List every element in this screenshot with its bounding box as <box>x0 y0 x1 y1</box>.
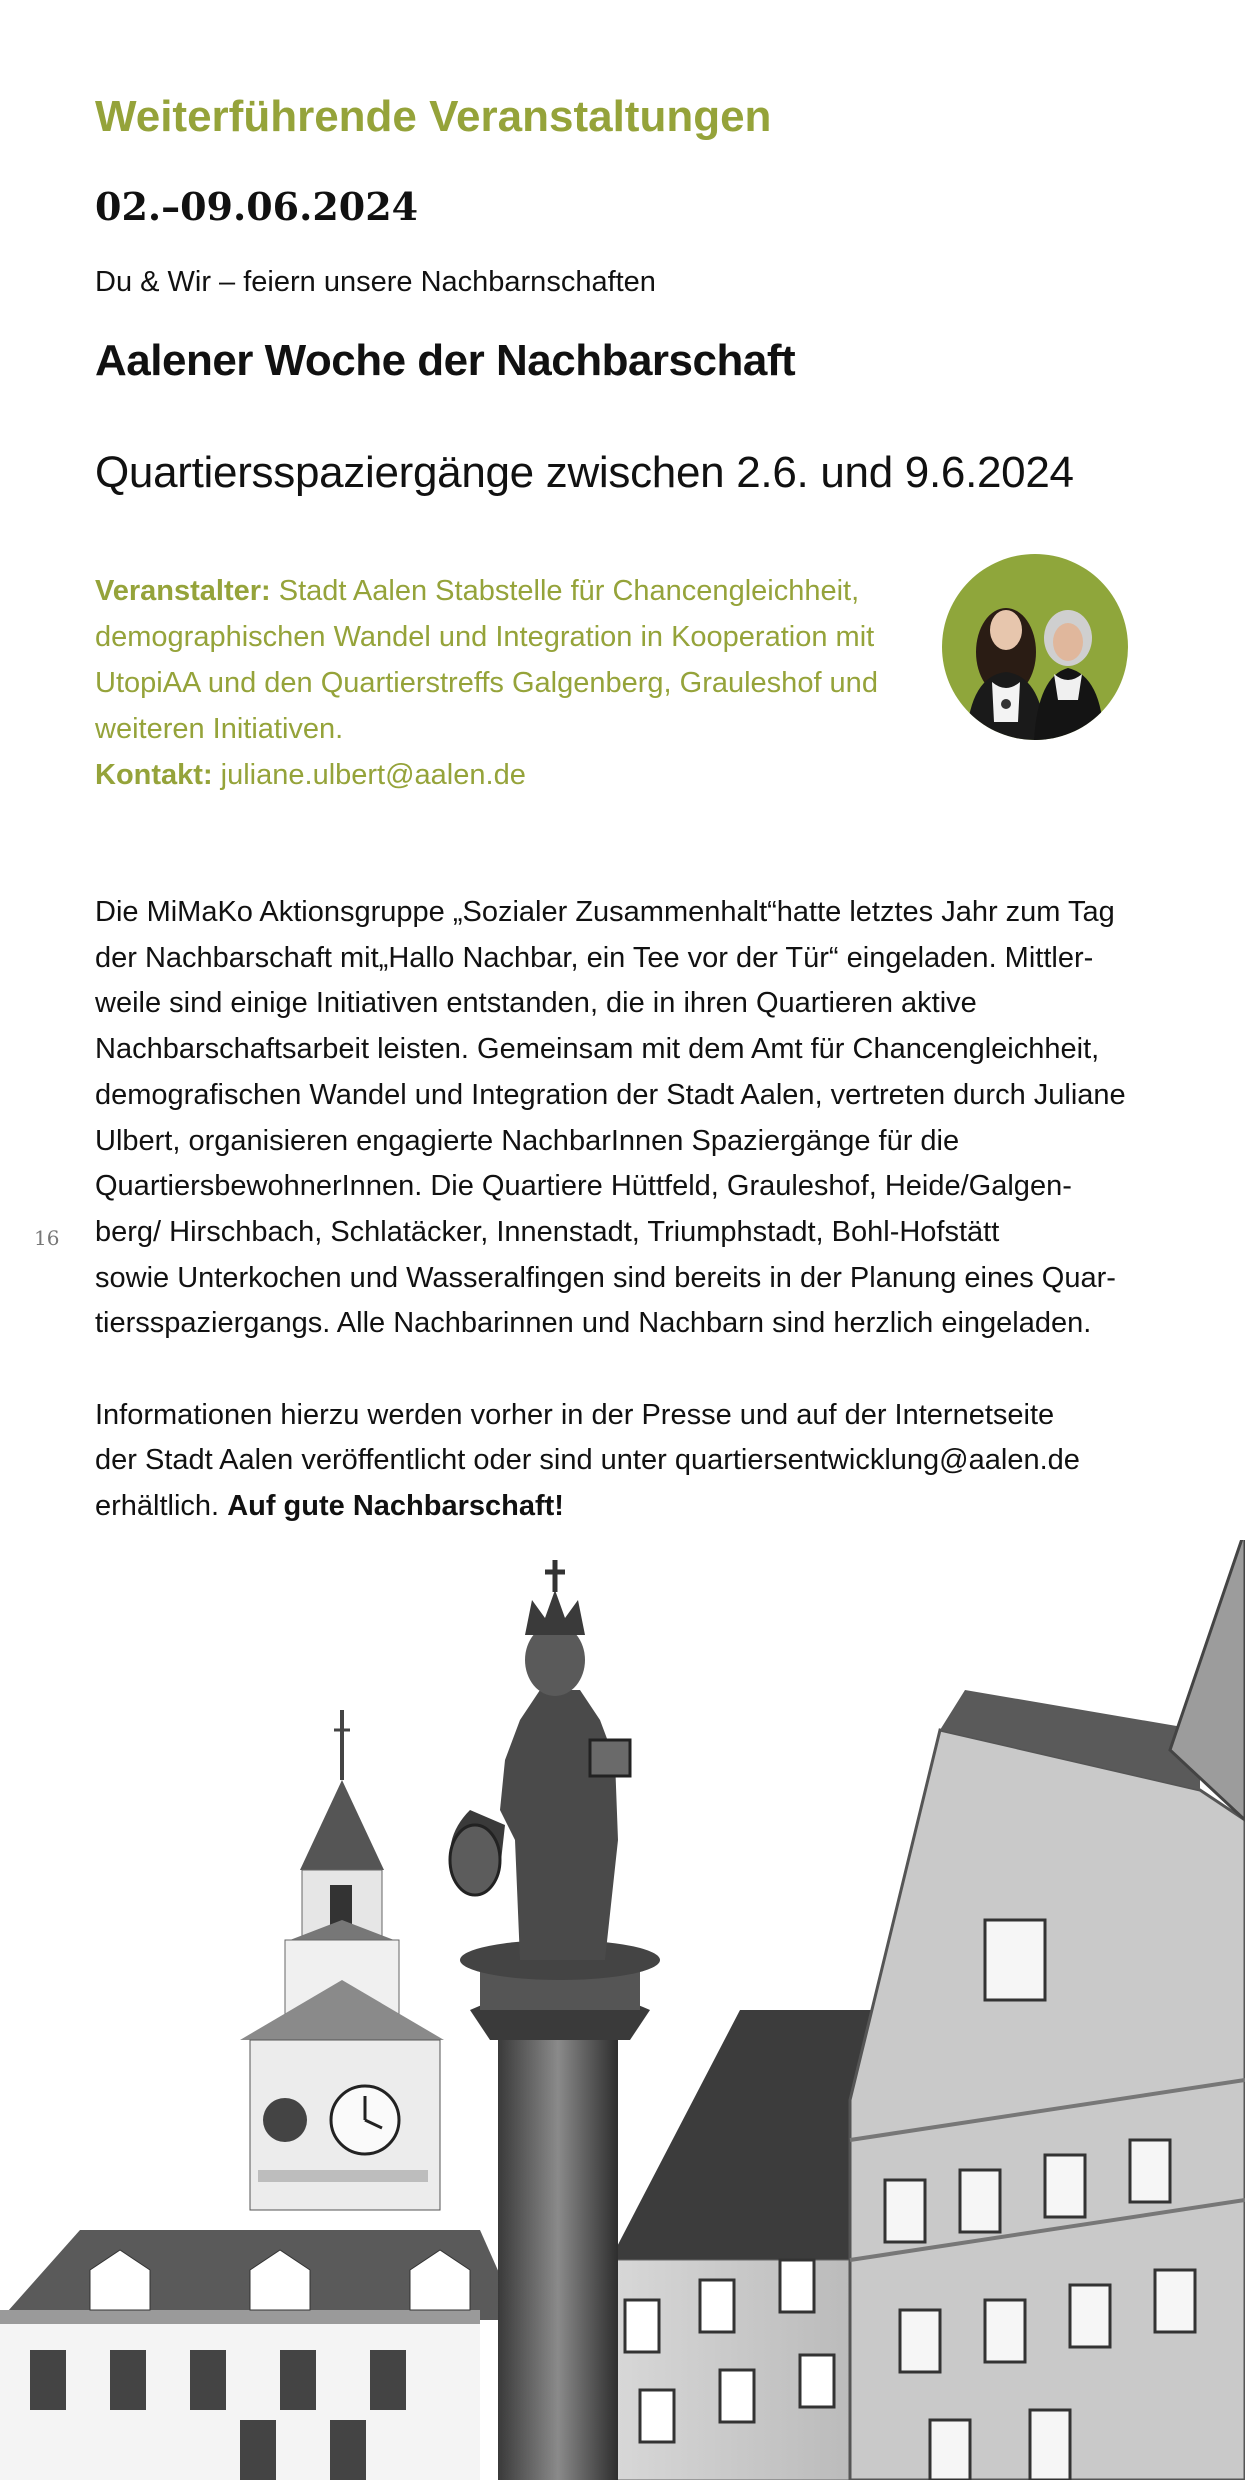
text-line: Nachbarschaftsarbeit leisten. Gemeinsam mit dem Amt für Chancengleichheit, <box>95 1033 1100 1066</box>
text-line: Informationen hierzu werden vorher in der Presse und auf der Internetseite <box>95 1398 1055 1431</box>
text-line: der Nachbarschaft mit„Hallo Nachbar, ein Tee vor der Tür“ eingeladen. Mittler- <box>95 941 1094 974</box>
town-square-photo <box>0 1540 1245 2480</box>
paragraph-1 <box>95 890 1175 1347</box>
town-hall <box>0 1710 520 2480</box>
organizer-line: demographischen Wandel und Integration in Kooperation mit <box>95 621 875 653</box>
text-line: demografischen Wandel und Integration der Stadt Aalen, vertreten durch Juliane <box>95 1078 1126 1111</box>
event-date: 02.–09.06.2024 <box>95 184 419 229</box>
contact-email-link[interactable]: juliane.ulbert@aalen.de <box>220 759 526 791</box>
text-line: weile sind einige Initiativen entstanden, die in ihren Quartieren aktive <box>95 987 977 1020</box>
event-subtitle: Quartiersspaziergänge zwischen 2.6. und 9.6.2024 <box>95 448 1074 497</box>
contact-line <box>95 752 895 798</box>
closing-phrase: Auf gute Nachbarschaft! <box>227 1490 564 1523</box>
text-line: der Stadt Aalen veröffentlicht oder sind unter quartiersentwicklung@aalen.de <box>95 1444 1080 1477</box>
page-number: 16 <box>34 1226 60 1250</box>
organizer-line <box>95 568 895 614</box>
organizer-line: UtopiAA und den Quartierstreffs Galgenberg, Grauleshof und <box>95 667 878 699</box>
text-line: Die MiMaKo Aktionsgruppe „Sozialer Zusammenhalt“hatte letztes Jahr zum Tag <box>95 896 1115 928</box>
organizer-text: Stadt Aalen Stabstelle für Chancengleichheit, <box>278 575 860 607</box>
text-line: sowie Unterkochen und Wasseralfingen sind bereits in der Planung eines Quar- <box>95 1261 1116 1294</box>
paragraph-2 <box>95 1393 1175 1530</box>
organizer-line: weiteren Initiativen. <box>95 713 344 745</box>
section-heading: Weiterführende Veranstaltungen <box>95 92 772 141</box>
portrait-illustration <box>942 554 1128 740</box>
organizer-label: Veranstalter: <box>95 575 271 607</box>
old-town-houses <box>610 1540 1245 2480</box>
text-line: QuartiersbewohnerInnen. Die Quartiere Hüttfeld, Grauleshof, Heide/Galgen- <box>95 1170 1072 1203</box>
text-line: erhältlich. <box>95 1490 220 1523</box>
aalen-old-town-illustration <box>0 1540 1245 2480</box>
event-title: Aalener Woche der Nachbarschaft <box>95 336 796 385</box>
event-tagline: Du & Wir – feiern unsere Nachbarnschaften <box>95 266 656 298</box>
text-line: Ulbert, organisieren engagierte NachbarInnen Spaziergänge für die <box>95 1124 960 1157</box>
organizers-portrait-photo <box>942 554 1128 740</box>
text-line: tiersspaziergangs. Alle Nachbarinnen und Nachbarn sind herzlich eingeladen. <box>95 1307 1092 1340</box>
organizer-block <box>95 568 895 798</box>
body-text <box>95 890 1175 1530</box>
contact-label: Kontakt: <box>95 759 213 791</box>
text-line: berg/ Hirschbach, Schlatäcker, Innenstadt, Triumphstadt, Bohl-Hofstätt <box>95 1215 1000 1248</box>
